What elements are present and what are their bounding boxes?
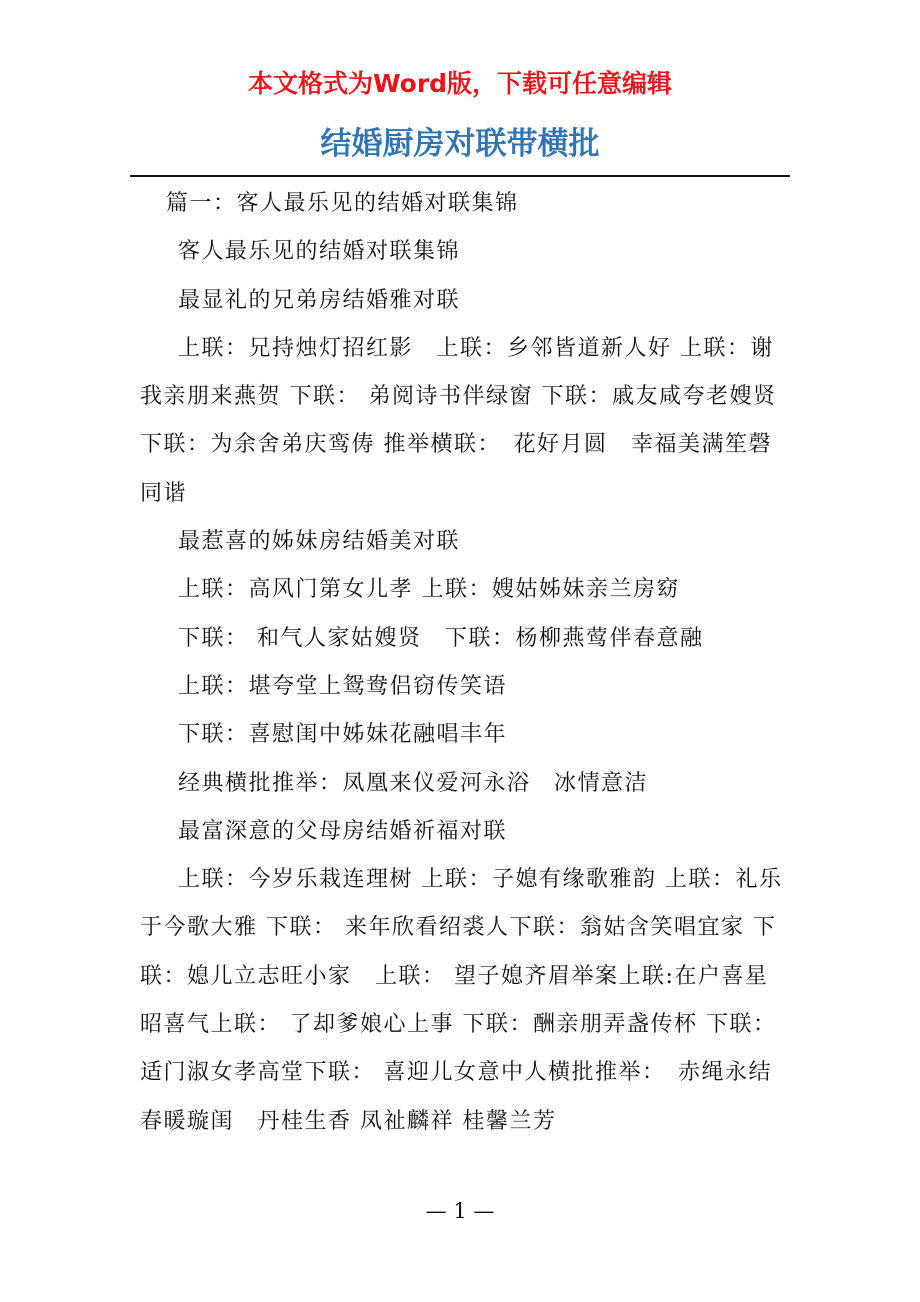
paragraph: 最富深意的父母房结婚祈福对联	[178, 818, 508, 844]
paragraph: 客人最乐见的结婚对联集锦	[178, 239, 461, 265]
paragraph-section-heading: 篇一：客人最乐见的结婚对联集锦	[166, 191, 519, 216]
paragraph: 上联：今岁乐栽连理树 上联：子媳有缘歌雅韵 上联：礼乐于今歌大雅 下联： 来年欣看绍裘人下联：翁姑含笑唱宜家 下联：媳儿立志旺小家 上联： 望子媳齐眉举案上联:在户喜星昭喜气上联： 了却爹娘心上事 下联：酬亲朋弄盏传杯 下联： 适门淑女孝高堂下联： 喜迎儿女意中人横批推举： 赤绳永结 春暖璇闺 丹桂生香 凤祉麟祥 桂馨兰芳	[140, 867, 796, 1134]
paragraph: 上联：兄持烛灯招红影 上联：乡邻皆道新人好 上联：谢我亲朋来燕贺 下联： 弟阅诗书伴绿窗 下联：戚友咸夸老嫂贤 下联：为余舍弟庆鸾俦 推举横联： 花好月圆 幸福美满笙磬同谐	[140, 335, 785, 506]
paragraph: 下联：喜慰闺中姊妹花融唱丰年	[178, 722, 508, 748]
paragraph: 最惹喜的姊妹房结婚美对联	[178, 529, 461, 555]
page-number: — 1 —	[425, 1199, 495, 1223]
paragraph: 最显礼的兄弟房结婚雅对联	[178, 287, 461, 313]
title-divider	[130, 175, 790, 177]
paragraph: 上联：堪夸堂上鸳鸯侣窃传笑语	[178, 673, 508, 699]
format-notice: 本文格式为Word版，下载可任意编辑	[247, 69, 673, 98]
document-body	[140, 180, 796, 1146]
paragraph: 上联：高风门第女儿孝 上联：嫂姑姊妹亲兰房窈	[178, 577, 680, 603]
paragraph: 经典横批推举：凤凰来仪爱河永浴 冰情意洁	[178, 770, 649, 796]
paragraph: 下联： 和气人家姑嫂贤 下联：杨柳燕莺伴春意融	[178, 625, 704, 651]
document-title: 结婚厨房对联带横批	[320, 126, 600, 162]
